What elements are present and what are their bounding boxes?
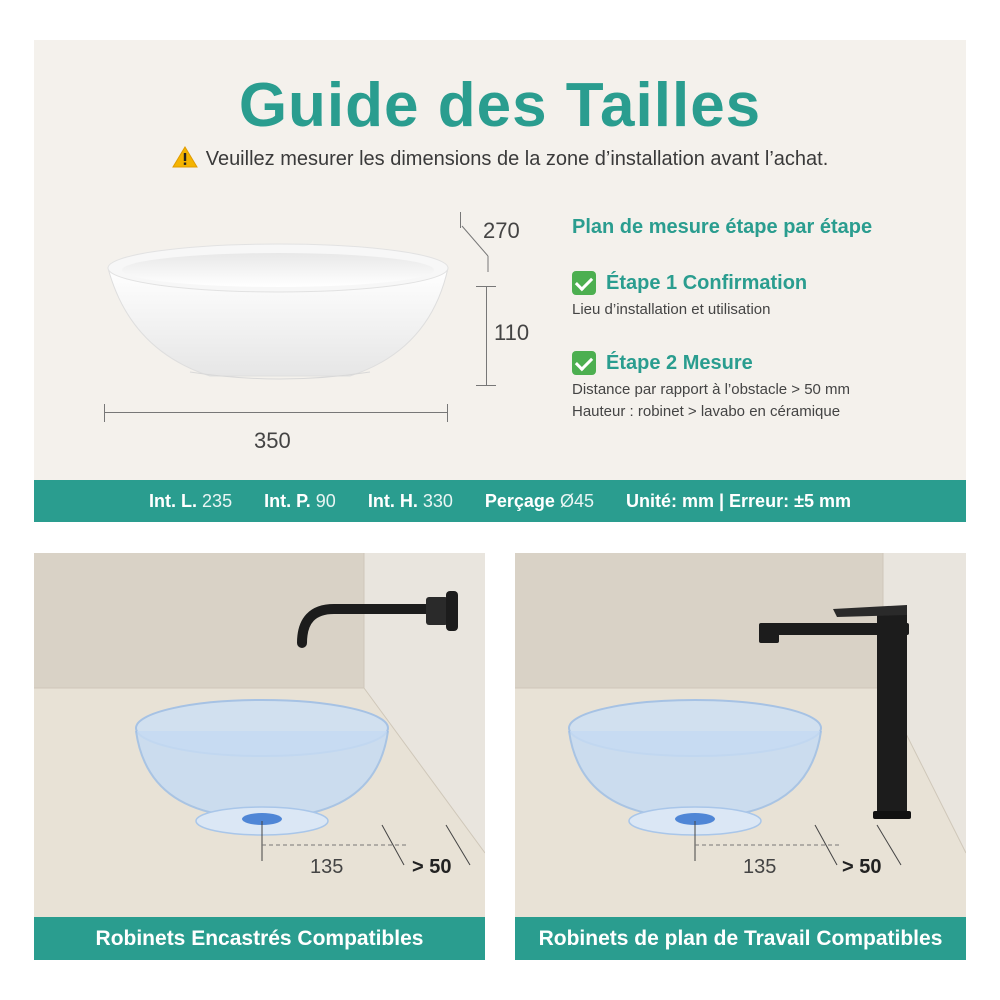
- step1-title-text: Étape 1 Confirmation: [606, 271, 808, 294]
- spec-label: Int. P.: [264, 490, 311, 511]
- spec-value: 90: [315, 490, 336, 511]
- scene-label-counter-faucet: Robinets de plan de Travail Compatibles: [515, 917, 966, 960]
- step2-title-text: Étape 2 Mesure: [606, 351, 753, 374]
- check-icon: [572, 271, 596, 295]
- spec-value: 235: [202, 490, 233, 511]
- step2-title: [572, 351, 952, 375]
- step2-description-2: Hauteur : robinet > lavabo en céramique: [572, 403, 841, 420]
- spec-inner-length: [149, 491, 232, 512]
- height-dimension-line: [486, 286, 487, 386]
- specs-bar: [34, 480, 966, 522]
- scene-label-wall-faucet: Robinets Encastrés Compatibles: [34, 917, 485, 960]
- scene-wall-faucet: [34, 553, 485, 960]
- spec-value: Ø45: [559, 490, 594, 511]
- spec-label: Int. L.: [149, 490, 198, 511]
- warning-icon: [172, 146, 198, 168]
- height-dimension-tick-top: [476, 286, 496, 287]
- scene-dimension-clearance: > 50: [412, 856, 452, 878]
- spec-label: Unité: mm | Erreur: ±5 mm: [626, 490, 851, 511]
- scene-dimension-135: 135: [743, 856, 777, 878]
- step2-description-1: Distance par rapport à l’obstacle > 50 mm: [572, 381, 851, 398]
- basin-illustration: [100, 240, 460, 390]
- spec-drain-hole: [485, 491, 594, 512]
- spec-inner-depth: [264, 491, 336, 512]
- width-dimension-tick-left: [104, 404, 105, 422]
- depth-dimension-label: 270: [483, 218, 520, 243]
- warning-message: [0, 146, 1000, 171]
- warning-text: Veuillez mesurer les dimensions de la zone d’installation avant l’achat.: [205, 148, 829, 170]
- width-dimension-tick-right: [447, 404, 448, 422]
- scene-dimension-135: 135: [310, 856, 344, 878]
- basin-image: [100, 240, 460, 390]
- steps-heading: Plan de mesure étape par étape: [572, 216, 873, 238]
- width-dimension-line: [104, 412, 448, 413]
- spec-value: 330: [422, 490, 453, 511]
- page-title: Guide des Tailles: [238, 71, 762, 140]
- width-dimension-label: 350: [254, 428, 291, 453]
- step1-title: [572, 271, 952, 295]
- height-dimension-label: 110: [494, 320, 530, 345]
- scene-counter-faucet: [515, 553, 966, 960]
- step1-description: Lieu d’installation et utilisation: [572, 301, 771, 318]
- counter-faucet-illustration: [515, 553, 966, 917]
- check-icon: [572, 351, 596, 375]
- spec-inner-height: [368, 491, 453, 512]
- scene-dimension-clearance: > 50: [842, 856, 882, 878]
- spec-label: Perçage: [484, 490, 555, 511]
- measurement-steps: [572, 216, 952, 423]
- height-dimension-tick-bottom: [476, 385, 496, 386]
- spec-unit-tolerance: [626, 491, 851, 512]
- spec-label: Int. H.: [367, 490, 418, 511]
